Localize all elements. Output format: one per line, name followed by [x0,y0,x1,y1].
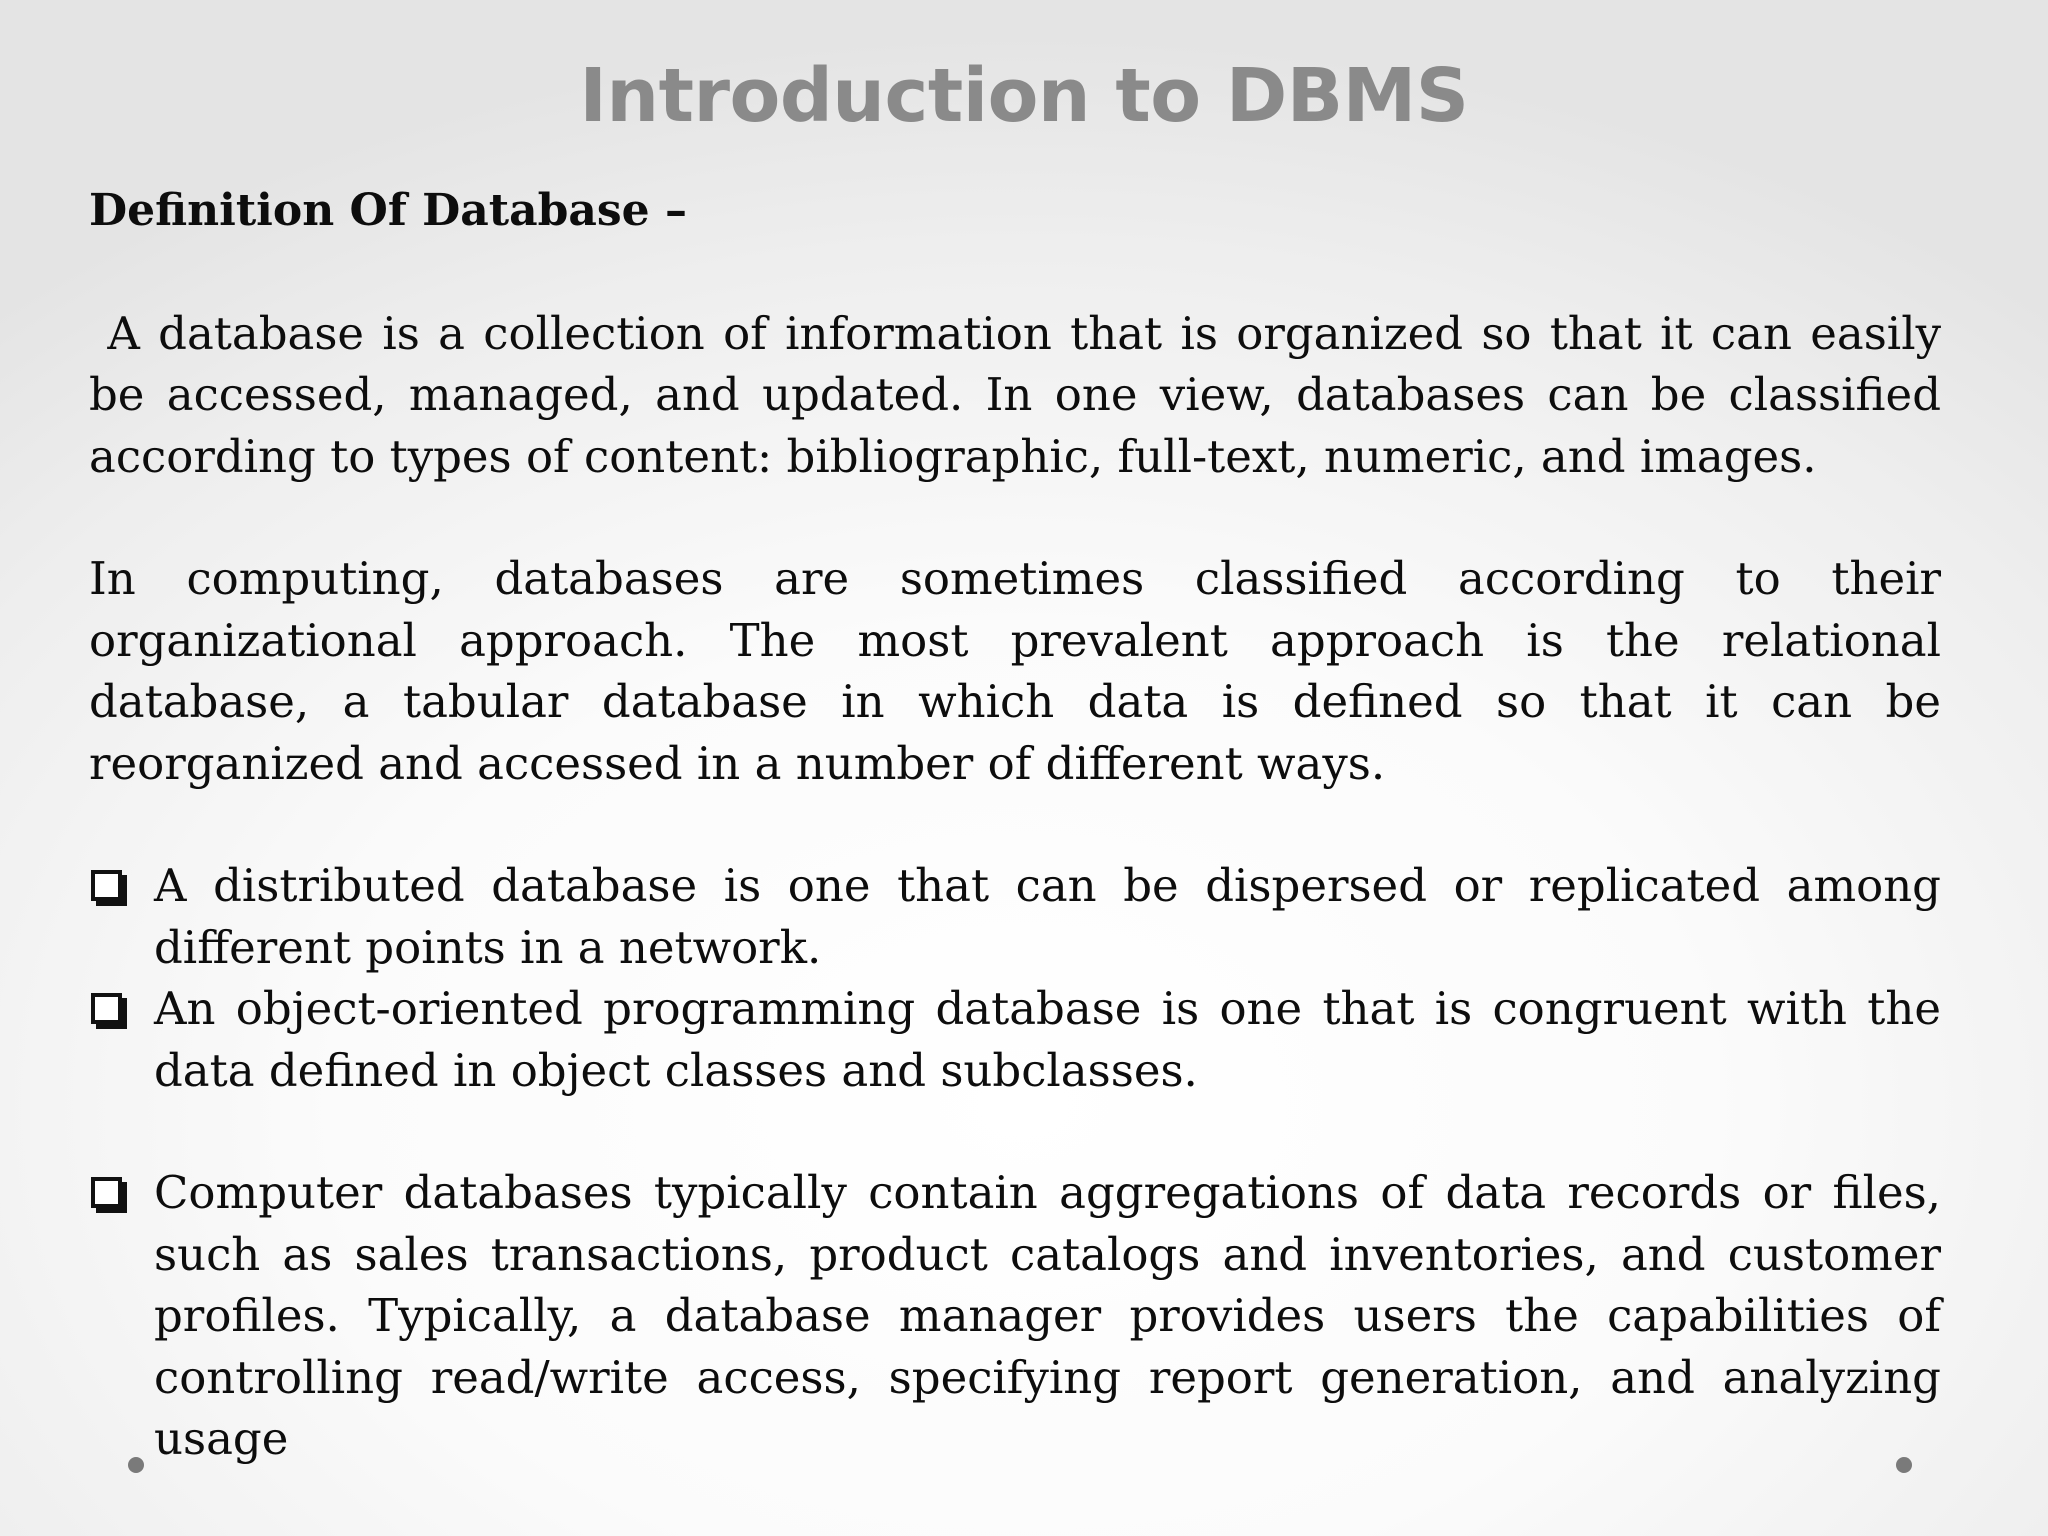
checkbox-bullet-icon [91,870,122,901]
bullet-list [89,855,1941,1470]
right-dot-icon [1896,1457,1912,1473]
definition-heading: Definition Of Database – [89,185,687,236]
bullet-text: An object-oriented programming database is one that is congruent with the data defined in object classes and subclasses. [154,982,1941,1097]
checkbox-bullet-icon [91,1177,122,1208]
list-item [89,978,1941,1101]
bullet-text: Computer databases typically contain aggregations of data records or files, such as sales transactions, product catalogs and inventories, and customer profiles. Typically, a database manager provides users the capabilities of controlling read/write access, specifying report generation, and analyzing usage [154,1166,1941,1465]
left-dot-icon [128,1457,144,1473]
list-item [89,855,1941,978]
bullet-text: A distributed database is one that can be dispersed or replicated among different points in a network. [154,859,1941,974]
slide-content [89,180,1956,1470]
slide-title: Introduction to DBMS [579,53,1469,139]
paragraph-computing: In computing, databases are sometimes classified according to their organizational approach. The most prevalent approach is the relational database, a tabular database in which data is defined so that it can be reorganized and accessed in a number of different ways. [89,552,1941,790]
checkbox-bullet-icon [91,993,122,1024]
paragraph-definition: A database is a collection of information that is organized so that it can easily be accessed, managed, and updated. In one view, databases can be classified according to types of content: bibliographic, full-text, numeric, and images. [89,306,1956,483]
list-item [89,1162,1941,1470]
